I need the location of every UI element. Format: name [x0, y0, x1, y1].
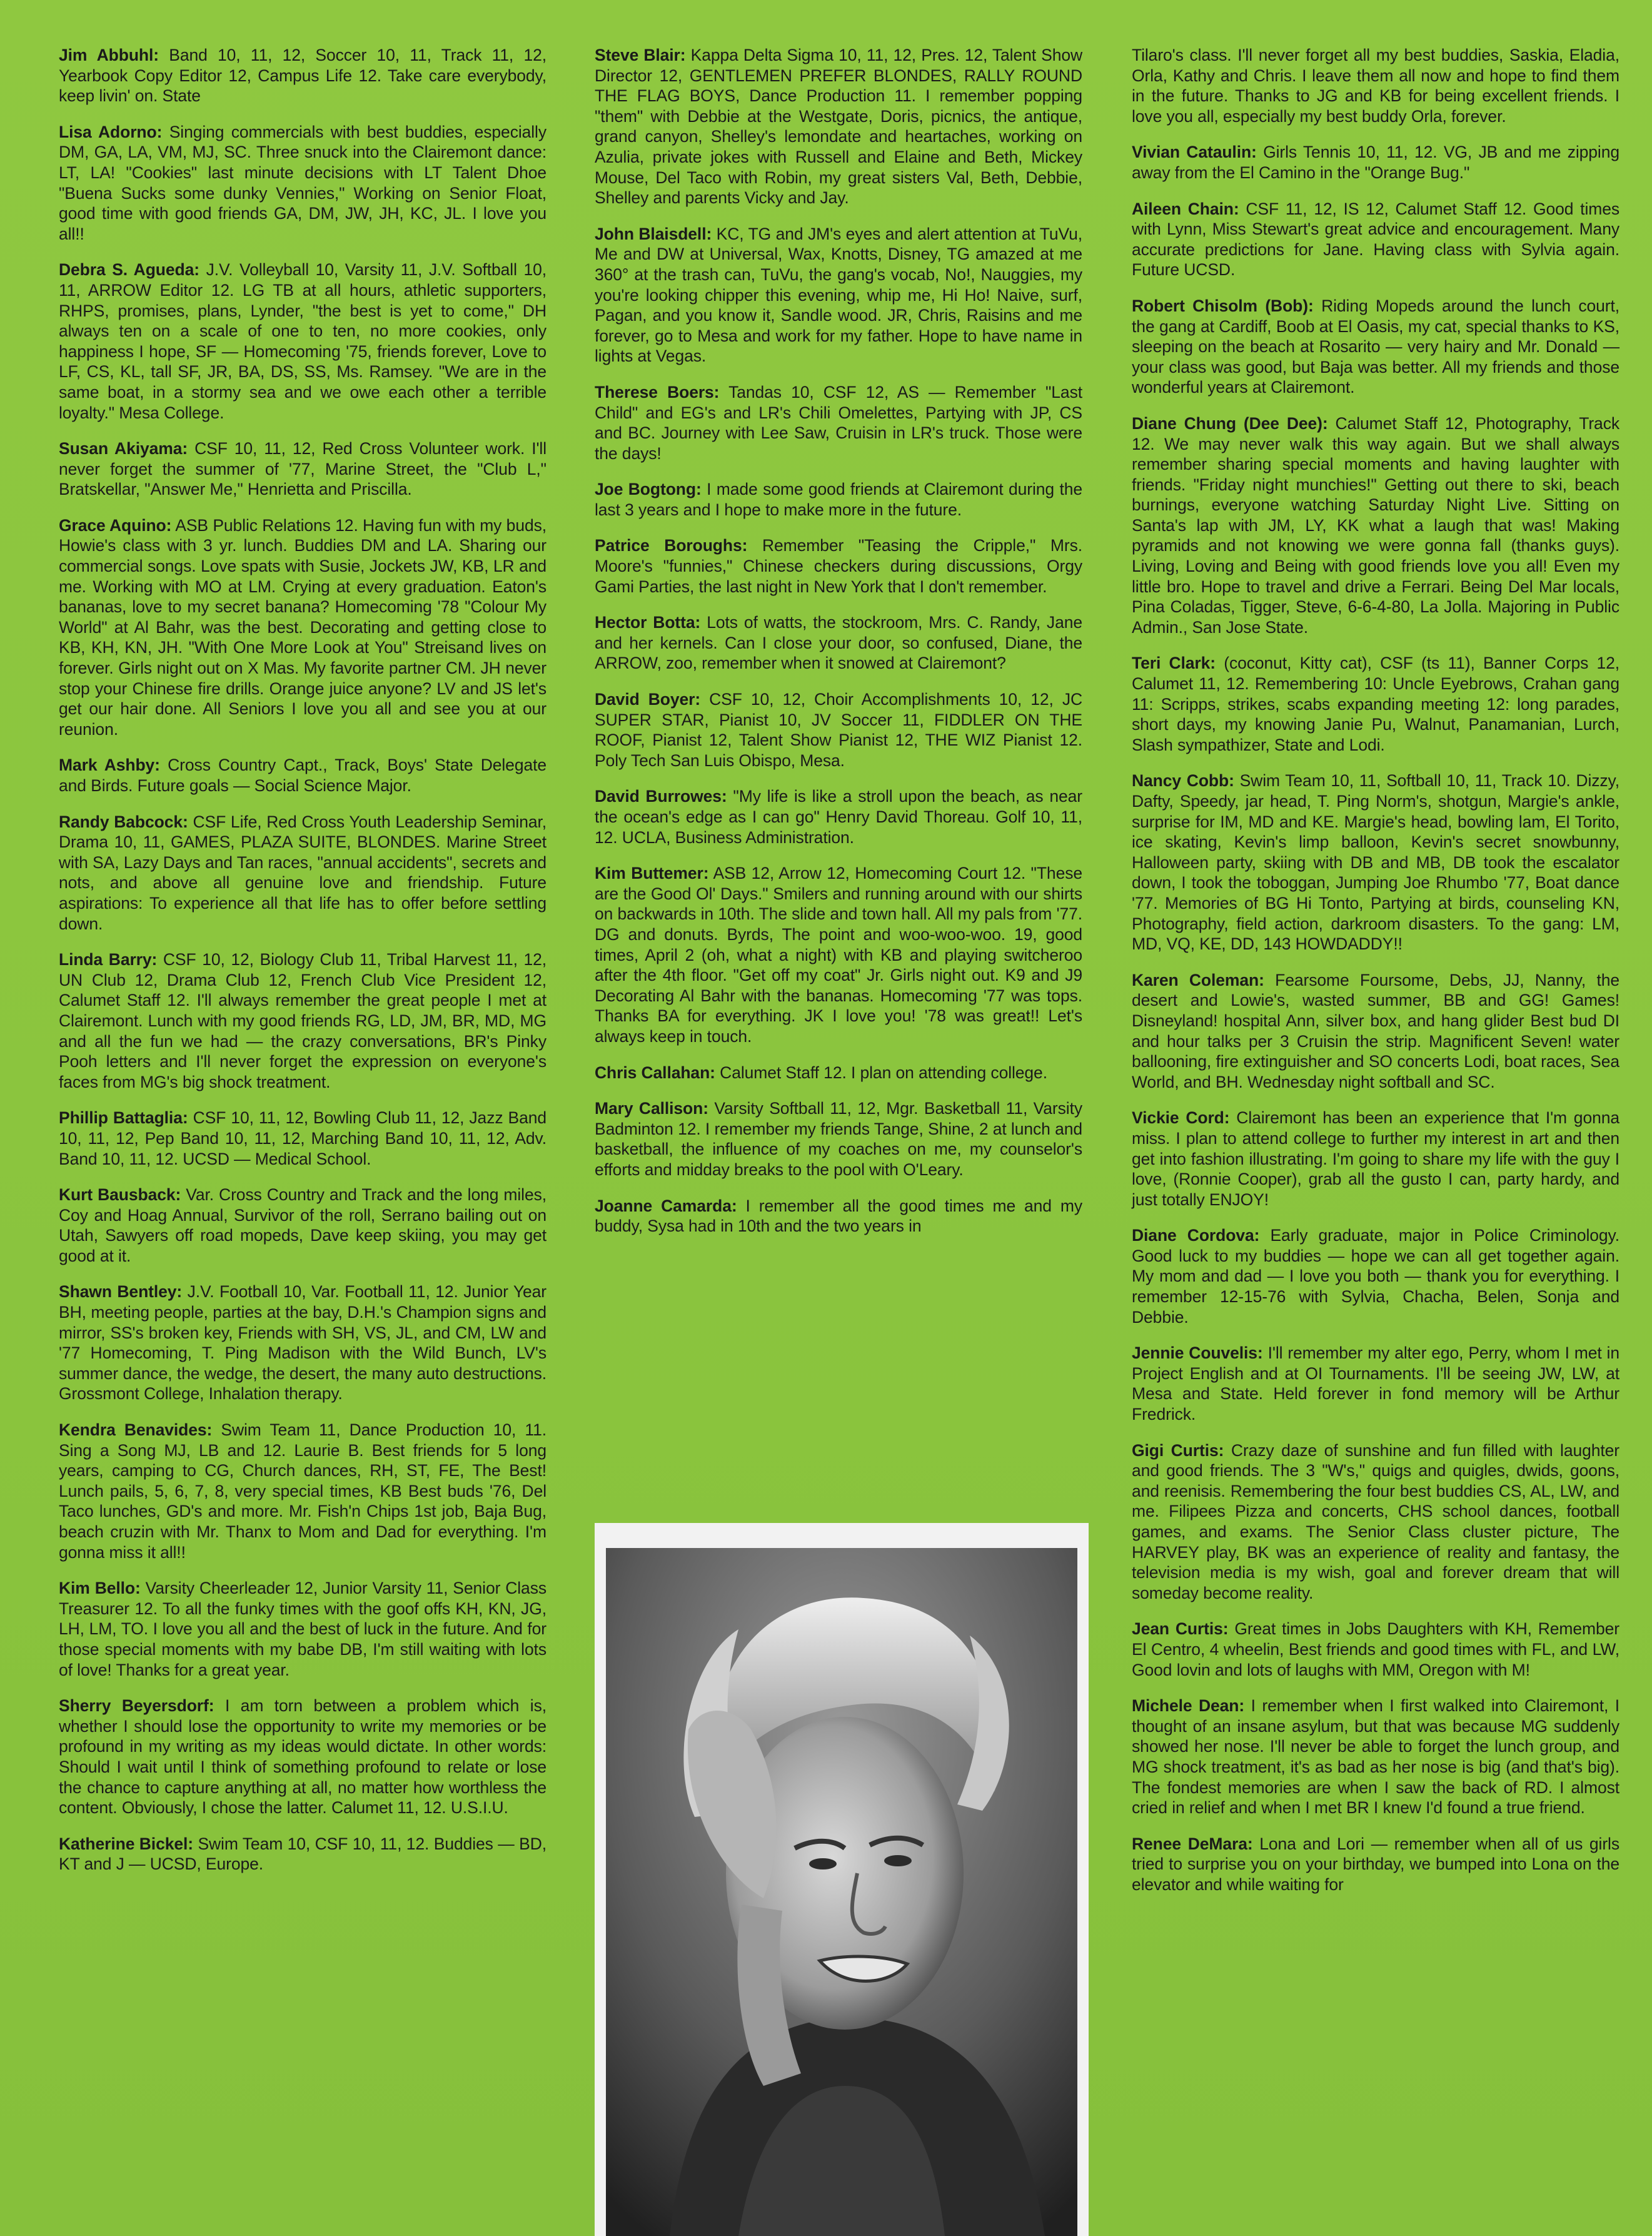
senior-entry — [59, 1834, 546, 1874]
senior-text: ASB 12, Arrow 12, Homecoming Court 12. "These are the Good Ol' Days." Smilers and running around with our shirts on backwards in 10th. The slide and town hall. All my pals from '77. DG and donuts. Byrds, The point and woo-woo-woo. 19, good times, April 2 (oh, what a night) with KB and playing switcheroo after the 4th floor. "Get off my coat" Jr. Girls night out. K9 and J9 Decorating Al Bahr with the bananas. Homecoming '77 was tops. Thanks BA for everything. JK I love you! '78 was great!! Let's always keep in touch. — [595, 864, 1082, 1046]
senior-text: Fearsome Foursome, Debs, JJ, Nanny, the desert and Lowie's, wasted summer, BB and GG! Games! Disneyland! hospital Ann, silver box, and hang glider Best bud DI and hour talks per 3 Cruisin the strip. Magnificent Seven! water ballooning, fire extinguisher and SO concerts Lodi, boat races, Sea World, and BH. Wednesday night softball and SC. — [1132, 970, 1619, 1091]
senior-text: CSF 11, 12, IS 12, Calumet Staff 12. Good times with Lynn, Miss Stewart's great advice and encouragement. Many accurate predictions for Jane. Having class with Sylvia again. Future UCSD. — [1132, 199, 1619, 280]
senior-name: John Blaisdell: — [595, 224, 712, 243]
senior-text: Riding Mopeds around the lunch court, the gang at Cardiff, Boob at El Oasis, my cat, special thanks to KS, sleeping on the beach at Rosarito — very hairy and Mr. Donald — your class was good, but Baja was better. All my friends and those wonderful years at Clairemont. — [1132, 296, 1620, 397]
senior-name: Katherine Bickel: — [59, 1834, 193, 1853]
senior-name: Vivian Cataulin: — [1132, 143, 1257, 162]
senior-name: Kim Bello: — [59, 1579, 141, 1598]
senior-text: Calumet Staff 12. I plan on attending college. — [720, 1063, 1047, 1082]
senior-text: I remember all the good times me and my buddy, Sysa had in 10th and the two years in — [595, 1196, 1082, 1236]
senior-entry — [1132, 970, 1619, 1093]
senior-entry — [595, 1098, 1082, 1180]
senior-name: Grace Aquino: — [59, 515, 172, 535]
senior-text: Swim Team 10, CSF 10, 11, 12. Buddies — BD, KT and J — UCSD, Europe. — [59, 1834, 547, 1874]
senior-entry — [1132, 1225, 1619, 1327]
senior-entry — [1132, 199, 1619, 280]
senior-text: J.V. Football 10, Var. Football 11, 12. Junior Year BH, meeting people, parties at the bay, D.H.'s Champion signs and mirror, SS's broken key, Friends with SH, VS, JL, and CM, LW and '77 Homecoming, T. Ping Madison with the Wild Bunch, LV's summer dance, the wedge, the desert, the many auto destructions. Grossmont College, Inhalation therapy. — [59, 1282, 546, 1404]
senior-name: Mark Ashby: — [59, 756, 160, 775]
senior-name: Kim Buttemer: — [595, 864, 709, 883]
senior-text: CSF 10, 12, Choir Accomplishments 10, 12, JC SUPER STAR, Pianist 10, JV Soccer 11, FIDDLER ON THE ROOF, Pianist 12, Talent Show Pianist 12, THE WIZ Pianist 12. Poly Tech San Luis Obispo, Mesa. — [595, 690, 1083, 770]
senior-portrait-photo — [595, 1523, 1089, 2236]
senior-name: Randy Babcock: — [59, 812, 188, 831]
senior-name: Michele Dean: — [1132, 1696, 1245, 1716]
senior-text: I made some good friends at Clairemont during the last 3 years and I hope to make more in the future. — [595, 480, 1082, 519]
senior-name: Kendra Benavides: — [59, 1420, 213, 1440]
senior-text: Tandas 10, CSF 12, AS — Remember "Last Child" and EG's and LR's Chili Omelettes, Partying with JP, CS and BC. Journey with Lee Saw, Cruisin in LR's truck. Those were the days! — [595, 382, 1082, 463]
senior-text: Var. Cross Country and Track and the long miles, Coy and Hoag Annual, Survivor of the roll, Serrano bailing out on Utah, Sawyers off road mopeds, Dave keep skiing, you may get good at it. — [59, 1185, 546, 1265]
senior-entry — [595, 382, 1082, 463]
senior-text: Tilaro's class. I'll never forget all my best buddies, Saskia, Eladia, Orla, Kathy and Chris. I leave them all now and hope to find them in the future. Thanks to JG and KB for being excellent friends. I love you all, especially my best buddy Orla, forever. — [1132, 46, 1619, 126]
senior-text: Early graduate, major in Police Criminology. Good luck to my buddies — hope we can all get together again. My mom and dad — I love you both — thank you for everything. I remember 12-15-76 with Sylvia, Chacha, Belen, Sonja and Debbie. — [1132, 1226, 1619, 1327]
senior-name: Hector Botta: — [595, 613, 701, 632]
senior-entry — [1132, 413, 1619, 638]
senior-text: CSF 10, 11, 12, Bowling Club 11, 12, Jazz Band 10, 11, 12, Pep Band 10, 11, 12, Marching Band 10, 11, 12, Adv. Band 10, 11, 12. UCSD — Medical School. — [59, 1108, 546, 1168]
senior-name: Jennie Couvelis: — [1132, 1343, 1263, 1363]
senior-entry — [1132, 1108, 1619, 1210]
senior-name: Diane Chung (Dee Dee): — [1132, 413, 1328, 433]
senior-name: Mary Callison: — [595, 1099, 708, 1118]
senior-text: Lots of watts, the stockroom, Mrs. C. Randy, Jane and her kernels. Can I close your door, so confused, Diane, the ARROW, zoo, remember when it snowed at Clairemont? — [595, 613, 1082, 673]
senior-text: Calumet Staff 12, Photography, Track 12. We may never walk this way again. But we shall always remember sharing special moments and having laughter with friends. "Friday night munchies!" Getting out there to ski, beach burnings, everyone watching Saturday Night Live. Sitting on Santa's lap with JM, LY, KK what a laugh that was! Making pyramids and not knowing we were gonna fall (thanks guys). Living, Loving and Being with good friends love you all! Even my little bro. Hope to travel and drive a Ferrari. Being Del Mar locals, Pina Coladas, Tigger, Steve, 6-6-4-80, La Jolla. Majoring in Public Admin., San Jose State. — [1132, 413, 1619, 637]
senior-entry — [1132, 653, 1619, 755]
senior-name: Debra S. Agueda: — [59, 260, 199, 280]
senior-entry — [59, 438, 546, 500]
senior-name: Joe Bogtong: — [595, 480, 702, 499]
senior-name: Patrice Boroughs: — [595, 536, 748, 555]
senior-name: Robert Chisolm (Bob): — [1132, 296, 1314, 315]
senior-entry — [59, 515, 546, 740]
senior-entry — [595, 1196, 1082, 1237]
senior-entry — [1132, 296, 1619, 398]
senior-text: Clairemont has been an experience that I'm gonna miss. I plan to attend college to further my interest in art and then get into fashion illustrating. I'm going to share my life with the guy I love, (Ronnie Cooper), grab all the gusto I can, party hardy, and just totally ENJOY! — [1132, 1108, 1619, 1209]
senior-name: Jim Abbuhl: — [59, 46, 159, 64]
senior-entry — [1132, 45, 1619, 126]
senior-entry — [595, 786, 1082, 847]
senior-name: Sherry Beyersdorf: — [59, 1696, 214, 1716]
senior-entry — [59, 45, 546, 106]
senior-text: Singing commercials with best buddies, especially DM, GA, LA, VM, MJ, SC. Three snuck into the Clairemont dance: LT, LA! "Cookies" last minute decisions with LT Talent Dhoe "Buena Sucks some dunky Vennies," Working on Senior Float, good time with good friends GA, DM, JW, JH, KC, JL. I love you all!! — [59, 122, 546, 243]
senior-name: Phillip Battaglia: — [59, 1108, 188, 1128]
senior-text: CSF 10, 11, 12, Red Cross Volunteer work. I'll never forget the summer of '77, Marine Street, the "Club L," Bratskellar, "Answer Me," Henrietta and Priscilla. — [59, 439, 547, 499]
senior-entry — [59, 1108, 546, 1169]
senior-entry — [59, 755, 546, 796]
senior-entry — [1132, 1834, 1619, 1895]
senior-text: Crazy daze of sunshine and fun filled with laughter and good friends. The 3 "W's," quigs and quigles, dwids, goons, and reenisis. Remembering the four best buddies CS, AL, LW, and me. Filipees Pizza and concerts, CHS school dances, football games, and exams. The Senior Class cluster picture, The HARVEY play, BK was an experience of reality and fantasy, the television media is my wish, goal and forever dream that will someday become reality. — [1132, 1440, 1620, 1602]
senior-entry — [595, 863, 1082, 1046]
senior-entry — [59, 1185, 546, 1266]
senior-text: (coconut, Kitty cat), CSF (ts 11), Banner Corps 12, Calumet 11, 12. Remembering 10: Uncle Eyebrows, Crahan gang 11: Scripps, strikes, scabs expanding meeting 12: long parades, short days, my knowing Janie Pu, Walnut, Panamanian, Lurch, Slash sympathizer, State and Lodi. — [1132, 654, 1620, 754]
senior-text: KC, TG and JM's eyes and alert attention at TuVu, Me and DW at Universal, Wax, Knotts, Disney, TG amazed at me 360° at the trash can, TuVu, the gang's vocab, No!, Nauggies, my you're looking chipper this evening, whip me, Hi Ho! Naive, surf, Pagan, and you know it, Sandle wood. JR, Chris, Raisins and me forever, go to Mesa and work for my father. Hope to have name in lights at Vegas. — [595, 224, 1082, 366]
senior-name: David Burrowes: — [595, 787, 727, 806]
column-left — [59, 45, 546, 1890]
senior-text: J.V. Volleyball 10, Varsity 11, J.V. Softball 10, 11, ARROW Editor 12. LG TB at all hours, athletic supporters, RHPS, promises, plans, Lynder, "the best is yet to come," DH always ten on a scale of one to ten, no more cookies, only happiness I hope, SF — Homecoming '75, friends forever, Love to LF, CS, KL, tall SF, JR, BA, DS, SS, Ms. Ramsey. "We are in the same boat, in a stormy sea and we owe each other a terrible loyalty." Mesa College. — [59, 260, 546, 422]
portrait-photo-image — [595, 1523, 1089, 2236]
senior-text: I remember when I first walked into Clairemont, I thought of an insane asylum, but that was because MG suddenly showed her nose. I'll never be able to forget the lunch group, and MG shock treatment, it's as bad as her nose is big (and that's big). The fondest memories are when I saw the back of RD. I almost cried in relief and when I met BR I knew I'd found a true friend. — [1132, 1696, 1620, 1818]
senior-entry — [59, 260, 546, 423]
senior-text: I'll remember my alter ego, Perry, whom I met in Project English and at OI Tournaments. I'll be seeing JW, LW, at Mesa and State. Held forever in fond memory will be Arthur Fredrick. — [1132, 1343, 1619, 1424]
senior-text: Kappa Delta Sigma 10, 11, 12, Pres. 12, Talent Show Director 12, GENTLEMEN PREFER BLONDES, RALLY ROUND THE FLAG BOYS, Dance Production 11. I remember popping "them" with Debbie at the Westgate, Doris, picnics, the antique, grand canyon, Shelley's lemondate and heartaches, working on Azulia, private jokes with Russell and Elaine and Beth, Mickey Mouse, Del Taco with Robin, my great sisters Val, Beth, Debbie, Shelley and parents Vicky and Jay. — [595, 46, 1083, 208]
senior-text: Girls Tennis 10, 11, 12. VG, JB and me zipping away from the El Camino in the "Orange Bug." — [1132, 143, 1619, 182]
senior-entry — [595, 224, 1082, 367]
senior-name: Therese Boers: — [595, 382, 720, 402]
senior-name: Shawn Bentley: — [59, 1282, 183, 1302]
senior-entry — [1132, 1440, 1619, 1604]
column-right — [1132, 45, 1619, 1911]
senior-entry — [595, 479, 1082, 520]
senior-entry — [1132, 771, 1619, 954]
senior-entry — [59, 949, 546, 1092]
senior-name: Nancy Cobb: — [1132, 771, 1234, 791]
senior-entry — [59, 1696, 546, 1818]
senior-entry — [595, 535, 1082, 597]
senior-entry — [1132, 1343, 1619, 1424]
senior-text: Band 10, 11, 12, Soccer 10, 11, Track 11, 12, Yearbook Copy Editor 12, Campus Life 12. Take care everybody, keep livin' on. State — [59, 46, 546, 106]
senior-entry — [59, 1282, 546, 1404]
senior-name: Jean Curtis: — [1132, 1619, 1229, 1639]
senior-entry — [595, 689, 1082, 771]
senior-entry — [59, 122, 546, 245]
senior-name: Susan Akiyama: — [59, 439, 188, 458]
senior-name: Linda Barry: — [59, 950, 158, 969]
senior-entry — [59, 812, 546, 934]
senior-entry — [595, 1063, 1082, 1083]
senior-name: Kurt Bausback: — [59, 1185, 181, 1205]
senior-entry — [59, 1420, 546, 1562]
senior-text: Varsity Softball 11, 12, Mgr. Basketball 11, Varsity Badminton 12. I remember my friends Tange, Shine, 2 at lunch and basketball, the influence of my coaches on me, my counselor's efforts and midday breaks to the pool with O'Leary. — [595, 1099, 1082, 1179]
senior-entry — [59, 1578, 546, 1680]
senior-entry — [595, 612, 1082, 674]
senior-entry — [1132, 1696, 1619, 1818]
senior-name: Lisa Adorno: — [59, 122, 163, 141]
senior-text: Swim Team 11, Dance Production 10, 11. Sing a Song MJ, LB and 12. Laurie B. Best friends for 5 long years, camping to CG, Church dances, RH, ST, FE, The Best! Lunch pails, 5, 6, 7, 8, very special times, KB Best buds '76, Del Taco lunches, GD's and more. Mr. Fish'n Chips 1st job, Baja Bug, beach cruzin with Mr. Thanx to Mom and Dad for everything. I'm gonna miss it all!! — [59, 1420, 546, 1562]
senior-text: Lona and Lori — remember when all of us girls tried to surprise you on your birthday, we bumped into Lona on the elevator and while waiting for — [1132, 1834, 1619, 1894]
senior-text: Swim Team 10, 11, Softball 10, 11, Track 10. Dizzy, Dafty, Speedy, jar head, T. Ping Norm's, shotgun, Margie's ankle, surprise for IM, MD and KE. Margie's head, bowling lam, El Torito, ice skating, Kevin's limp balloon, Kevin's secret snowbunny, Halloween party, skiing with DB and MB, DB took the escalator down, I took the toboggan, Jumping Joe Rhumbo '77, Boat dance '77. Memories of BG Hi Tonto, Partying at birds, counseling KN, Photography, field action, darkroom disasters. To the gang: LM, MD, VQ, KE, DD, 143 HOWDADDY!! — [1132, 771, 1620, 954]
senior-name: David Boyer: — [595, 690, 701, 709]
senior-text: Great times in Jobs Daughters with KH, Remember El Centro, 4 wheelin, Best friends and good times with FL, and LW, Good lovin and lots of laughs with MM, Oregon with M! — [1132, 1619, 1620, 1679]
senior-text: Remember "Teasing the Cripple," Mrs. Moore's "funnies," Chinese checkers during discussions, Orgy Gami Parties, the last night in New York that I don't remember. — [595, 536, 1082, 596]
senior-name: Karen Coleman: — [1132, 970, 1264, 989]
senior-name: Chris Callahan: — [595, 1063, 715, 1082]
senior-text: Varsity Cheerleader 12, Junior Varsity 11, Senior Class Treasurer 12. To all the funky times with the goof offs KH, KN, JG, LH, LM, TO. I love you all and the best of luck in the future. And for those special moments with my babe DB, I'm still waiting with lots of love! Thanks for a great year. — [59, 1579, 546, 1679]
senior-text: ASB Public Relations 12. Having fun with my buds, Howie's class with 3 yr. lunch. Buddies DM and LA. Sharing our commercial songs. Love spats with Susie, Jockets JW, KB, LR and me. Working with MO at LM. Crying at every graduation. Eaton's bananas, love to my secret banana? Homecoming '78 "Colour My World" at Al Bahr, was the best. Decorating and getting close to KB, KH, KN, JH. "With One More Look at You" Streisand lives on forever. Girls night out on X Mas. My favorite partner CM. JH never stop your Chinese fire drills. Orange juice anyone? LV and JS let's get our hair done. All Seniors I love you all and see you at our reunion. — [59, 515, 547, 739]
senior-name: Diane Cordova: — [1132, 1226, 1260, 1245]
senior-name: Teri Clark: — [1132, 654, 1216, 673]
senior-entry — [1132, 142, 1619, 183]
senior-text: I am torn between a problem which is, whether I should lose the opportunity to write my memories or be profound in my writing as my ideas would dictate. In other words: Should I wait until I think of something profound to relate or lose the chance to capture anything at all, no matter how worthless the content. Obviously, I chose the latter. Calumet 11, 12. U.S.I.U. — [59, 1696, 546, 1818]
senior-entry — [595, 45, 1082, 208]
senior-name: Renee DeMara: — [1132, 1834, 1253, 1853]
senior-name: Steve Blair: — [595, 46, 686, 64]
senior-text: Cross Country Capt., Track, Boys' State Delegate and Birds. Future goals — Social Science Major. — [59, 756, 546, 795]
senior-text: "My life is like a stroll upon the beach, as near the ocean's edge as I can go" Henry David Thoreau. Golf 10, 11, 12. UCLA, Business Administration. — [595, 787, 1082, 847]
senior-text: CSF Life, Red Cross Youth Leadership Seminar, Drama 10, 11, GAMES, PLAZA SUITE, BLONDES. Marine Street with SA, Lazy Days and Tan races, "annual accidents", secrets and nots, and above all genuine love and friendship. Future aspirations: To experience all that life has to offer before settling down. — [59, 812, 547, 933]
senior-name: Joanne Camarda: — [595, 1196, 737, 1215]
senior-text: CSF 10, 12, Biology Club 11, Tribal Harvest 11, 12, UN Club 12, Drama Club 12, French Club Vice President 12, Calumet Staff 12. I'll always remember the great people I met at Clairemont. Lunch with my good friends RG, LD, JM, BR, MD, MG and all the fun we had — the crazy conversations, BR's Pinky Pooh letters and I'll never forget the expression on everyone's faces from MG's big shock treatment. — [59, 950, 546, 1091]
senior-name: Vickie Cord: — [1132, 1108, 1230, 1128]
column-middle — [595, 45, 1082, 1252]
senior-name: Gigi Curtis: — [1132, 1440, 1224, 1460]
senior-name: Aileen Chain: — [1132, 199, 1239, 218]
senior-entry — [1132, 1619, 1619, 1680]
